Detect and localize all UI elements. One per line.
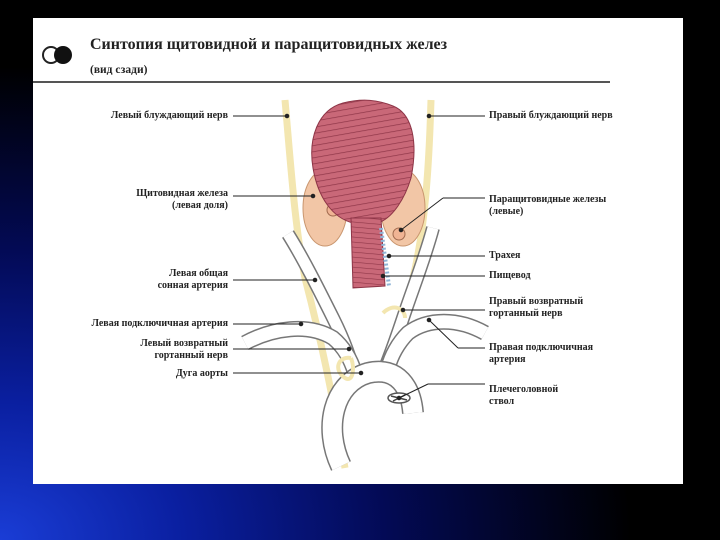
anatomy-diagram	[33, 18, 683, 484]
label-left-recurrent-line1: Левый возвратный	[140, 338, 228, 349]
label-trachea: Трахея	[489, 250, 521, 261]
label-left-recurrent-line2: гортанный нерв	[154, 350, 228, 361]
label-esophagus: Пищевод	[489, 270, 531, 281]
label-right-subclavian-line2: артерия	[489, 354, 526, 365]
label-right-recurrent-line2: гортанный нерв	[489, 308, 563, 319]
slide-title: Синтопия щитовидной и паращитовидных желез	[90, 36, 448, 53]
label-parathyroid-line1: Паращитовидные железы	[489, 194, 607, 205]
slide-canvas	[33, 18, 683, 484]
label-right-vagus: Правый блуждающий нерв	[489, 110, 613, 121]
label-thyroid-line1: Щитовидная железа	[136, 188, 228, 199]
label-brachiocephalic-line2: ствол	[489, 396, 515, 407]
slide-subtitle: (вид сзади)	[90, 64, 148, 76]
label-left-carotid-line2: сонная артерия	[157, 280, 228, 291]
label-brachiocephalic-line1: Плечеголовной	[489, 384, 559, 395]
label-left-vagus: Левый блуждающий нерв	[110, 110, 228, 121]
label-aortic-arch: Дуга аорты	[175, 368, 228, 379]
label-parathyroid-line2: (левые)	[489, 206, 524, 217]
label-thyroid-line2: (левая доля)	[172, 200, 228, 211]
label-right-subclavian-line1: Правая подключичная	[489, 342, 594, 353]
label-left-carotid-line1: Левая общая	[169, 268, 228, 279]
label-left-subclavian: Левая подключичная артерия	[91, 318, 228, 329]
pharynx-muscle	[312, 100, 414, 223]
label-right-recurrent-line1: Правый возвратный	[489, 296, 584, 307]
